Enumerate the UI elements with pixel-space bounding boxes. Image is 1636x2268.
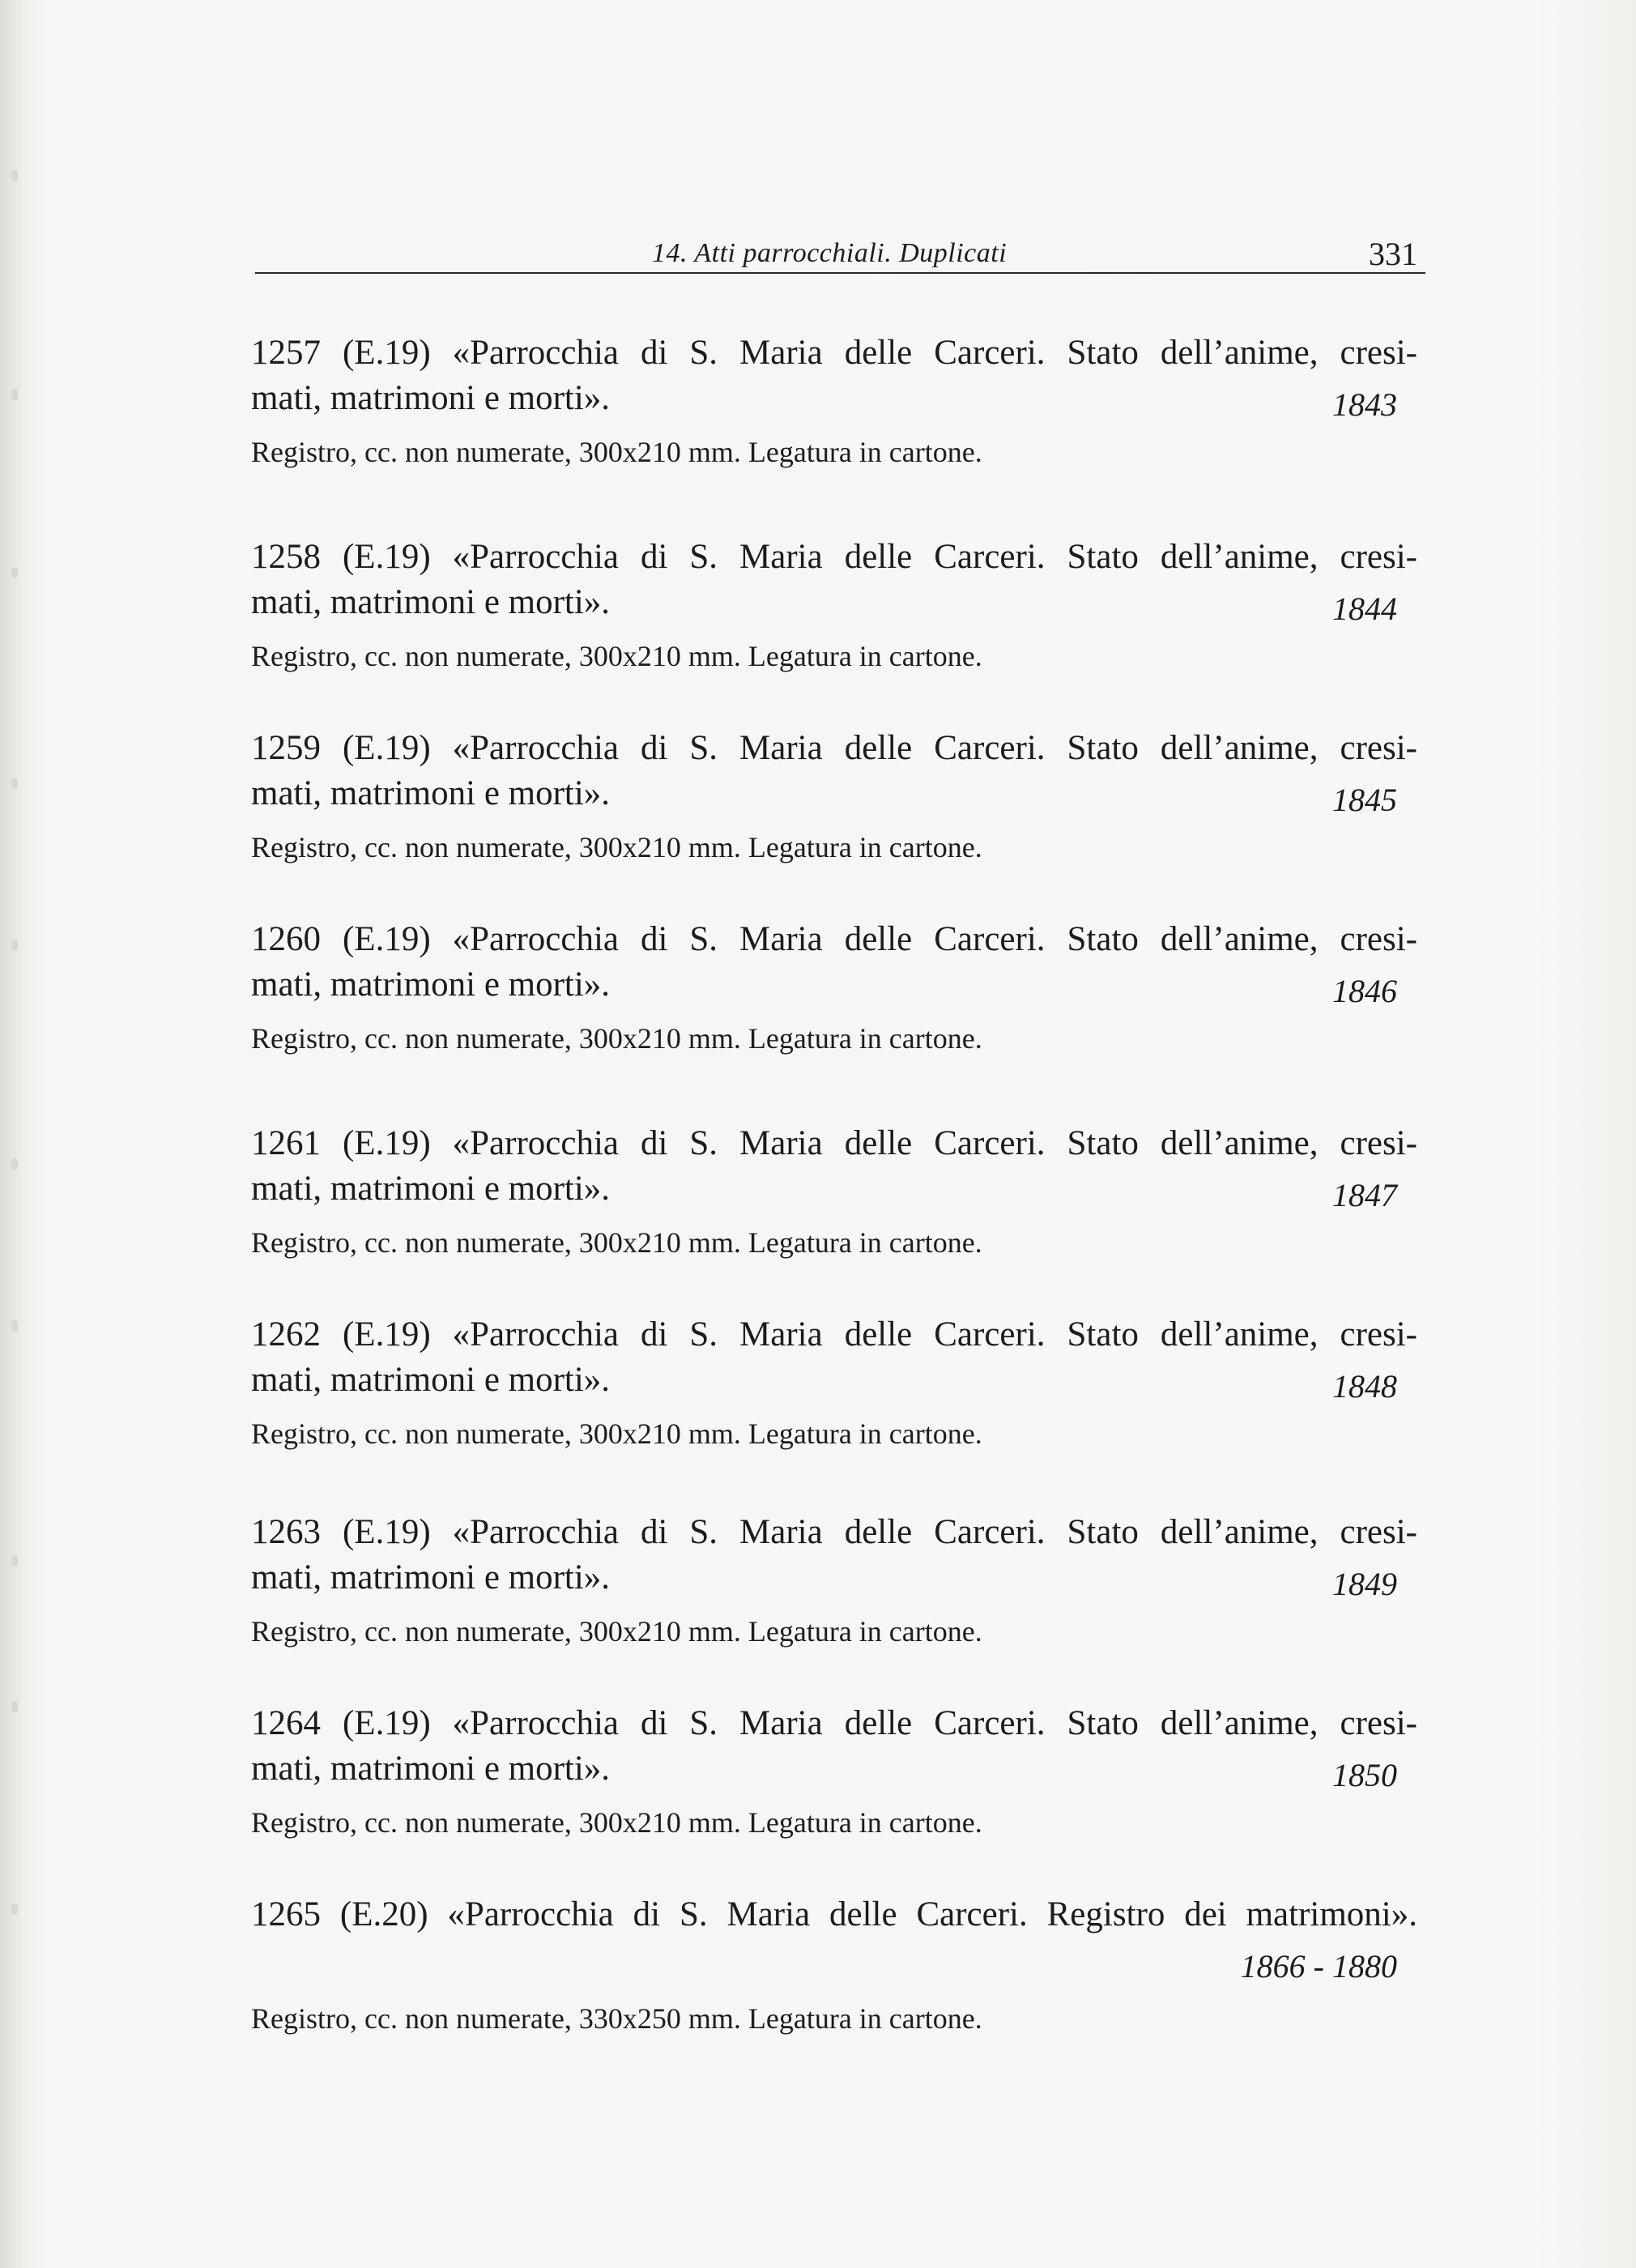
catalog-entry <box>251 1121 1417 1262</box>
entry-title <box>251 1312 1417 1403</box>
entry-date: 1848 <box>1332 1368 1397 1405</box>
running-title: 14. Atti parrocchiali. Duplicati <box>652 238 1008 268</box>
entry-title-line1: 1265 (E.20) «Parrocchia di S. Maria delle Carceri. Registro dei matrimoni». <box>251 1895 1417 1933</box>
entry-title-line2 <box>251 1358 1417 1403</box>
entry-description: Registro, cc. non numerate, 330x250 mm. Legatura in cartone. <box>251 2002 982 2035</box>
binding-hole <box>11 1320 18 1332</box>
catalog-entry <box>251 330 1417 471</box>
entry-description: Registro, cc. non numerate, 300x210 mm. Legatura in cartone. <box>251 1418 982 1450</box>
entry-description: Registro, cc. non numerate, 300x210 mm. Legatura in cartone. <box>251 640 982 672</box>
catalog-entry <box>251 535 1417 676</box>
entry-title-line2-text: mati, matrimoni e morti». <box>251 379 611 417</box>
binding-hole <box>11 389 18 400</box>
binding-hole <box>11 1701 18 1712</box>
entry-title-line1: 1260 (E.19) «Parrocchia di S. Maria delle Carceri. Stato dell’anime, cresi- <box>251 920 1417 958</box>
entry-title <box>251 535 1417 625</box>
entry-title-line2 <box>251 771 1417 816</box>
catalog-entry <box>251 1701 1417 1842</box>
entry-date: 1850 <box>1332 1757 1397 1793</box>
entry-title-line1: 1264 (E.19) «Parrocchia di S. Maria delle Carceri. Stato dell’anime, cresi- <box>251 1704 1417 1742</box>
entry-title <box>251 1892 1417 1983</box>
entry-title <box>251 330 1417 421</box>
entry-title-line2 <box>251 1555 1417 1601</box>
running-header <box>255 235 1425 275</box>
catalog-entry <box>251 917 1417 1058</box>
entry-title-line2 <box>251 580 1417 625</box>
entry-title-line2-text: mati, matrimoni e morti». <box>251 1170 611 1208</box>
entry-description: Registro, cc. non numerate, 300x210 mm. Legatura in cartone. <box>251 1226 982 1259</box>
binding-hole <box>11 1158 18 1170</box>
entry-date: 1849 <box>1332 1566 1397 1602</box>
entry-title-line1: 1258 (E.19) «Parrocchia di S. Maria delle Carceri. Stato dell’anime, cresi- <box>251 538 1417 576</box>
entry-date: 1843 <box>1332 386 1397 423</box>
binding-hole <box>11 940 18 951</box>
entry-title-line2 <box>251 376 1417 421</box>
entry-title-line1: 1261 (E.19) «Parrocchia di S. Maria delle Carceri. Stato dell’anime, cresi- <box>251 1124 1417 1162</box>
entry-title-line2 <box>251 1166 1417 1212</box>
header-rule <box>255 272 1425 274</box>
binding-hole <box>11 1904 18 1915</box>
binding-hole <box>11 778 18 789</box>
entry-title-line1: 1262 (E.19) «Parrocchia di S. Maria delle Carceri. Stato dell’anime, cresi- <box>251 1315 1417 1354</box>
entry-title-line2-text: mati, matrimoni e morti». <box>251 1361 611 1399</box>
entry-title <box>251 917 1417 1008</box>
binding-hole <box>11 567 18 578</box>
page-number: 331 <box>1369 236 1417 272</box>
entry-title <box>251 726 1417 816</box>
entry-title-line1: 1257 (E.19) «Parrocchia di S. Maria delle Carceri. Stato dell’anime, cresi- <box>251 334 1417 372</box>
entry-description: Registro, cc. non numerate, 300x210 mm. Legatura in cartone. <box>251 1022 982 1055</box>
entry-date: 1866 - 1880 <box>1240 1948 1397 1985</box>
catalog-entry <box>251 1892 1417 2038</box>
binding-hole <box>11 1555 18 1567</box>
entry-title-line2 <box>251 1746 1417 1792</box>
entry-title <box>251 1121 1417 1212</box>
catalog-entry <box>251 1510 1417 1651</box>
entry-title-line2 <box>251 1938 1417 1983</box>
entry-title-line1: 1263 (E.19) «Parrocchia di S. Maria delle Carceri. Stato dell’anime, cresi- <box>251 1513 1417 1551</box>
entry-date: 1844 <box>1332 590 1397 627</box>
binding-hole <box>11 170 18 181</box>
entry-title-line2-text: mati, matrimoni e morti». <box>251 583 611 621</box>
entry-title-line2 <box>251 962 1417 1008</box>
entry-date: 1847 <box>1332 1177 1397 1213</box>
entry-description: Registro, cc. non numerate, 300x210 mm. Legatura in cartone. <box>251 436 982 468</box>
entry-title-line2-text: mati, matrimoni e morti». <box>251 966 611 1004</box>
entry-date: 1846 <box>1332 973 1397 1009</box>
entry-title <box>251 1701 1417 1792</box>
binding-edge <box>0 0 23 2268</box>
entry-title <box>251 1510 1417 1601</box>
catalog-entry <box>251 1312 1417 1453</box>
entry-date: 1845 <box>1332 782 1397 818</box>
entry-description: Registro, cc. non numerate, 300x210 mm. Legatura in cartone. <box>251 831 982 863</box>
catalog-entry <box>251 726 1417 867</box>
entry-title-line2-text: mati, matrimoni e morti». <box>251 774 611 812</box>
entry-description: Registro, cc. non numerate, 300x210 mm. Legatura in cartone. <box>251 1615 982 1648</box>
entry-title-line2-text: mati, matrimoni e morti». <box>251 1558 611 1597</box>
entry-description: Registro, cc. non numerate, 300x210 mm. Legatura in cartone. <box>251 1806 982 1839</box>
entry-title-line2-text: mati, matrimoni e morti». <box>251 1750 611 1788</box>
entry-title-line1: 1259 (E.19) «Parrocchia di S. Maria delle Carceri. Stato dell’anime, cresi- <box>251 729 1417 767</box>
